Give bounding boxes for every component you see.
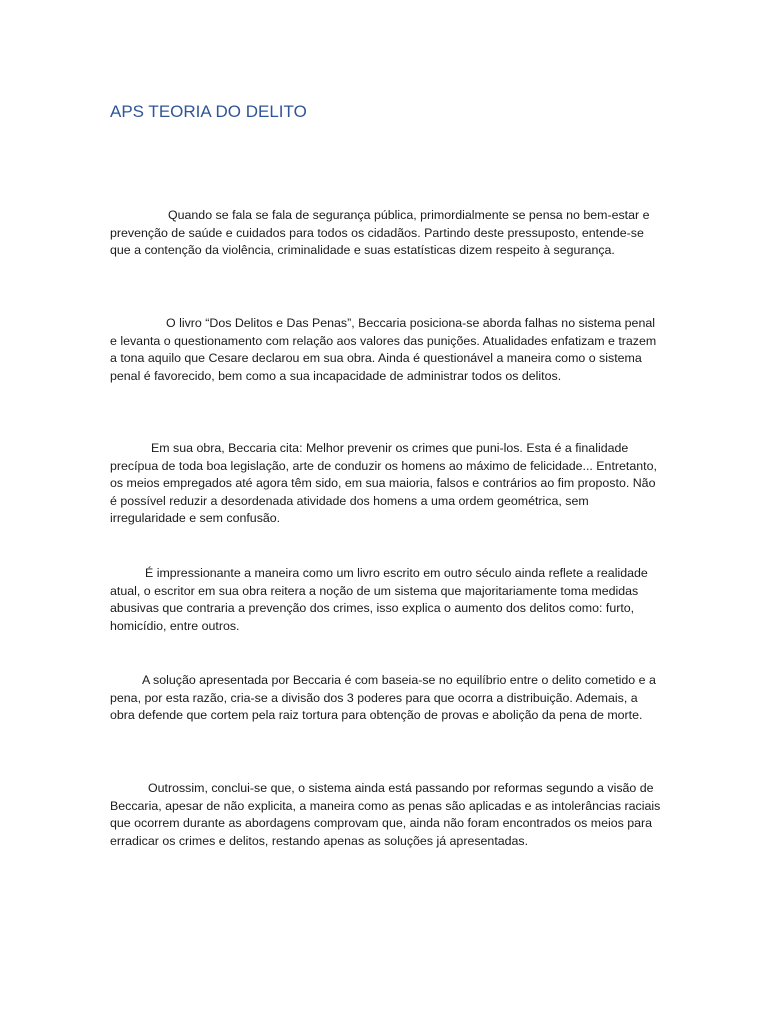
paragraph-solution: A solução apresentada por Beccaria é com baseia-se no equilíbrio entre o delito cometido e a pena, por esta razão, cria-se a divisão dos 3 poderes para que ocorra a distribuição. Ademais, a obra defende que cortem pela raiz tortura para obtenção de provas e abolição da pena de morte. <box>110 673 656 723</box>
paragraph-quote: Em sua obra, Beccaria cita: Melhor prevenir os crimes que puni-los. Esta é a finalidade precípua de toda boa legislação, arte de conduzir os homens ao máximo de felicidade... Entretanto, os meios empregados até agora têm sido, em sua maioria, falsos e contrários ao fim proposto. Não é possível reduzir a desordenada atividade dos homens a uma ordem geométrica, sem irregularidade e sem confusão. <box>110 441 657 526</box>
paragraph-intro: Quando se fala se fala de segurança pública, primordialmente se pensa no bem-estar e prevenção de saúde e cuidados para todos os cidadãos. Partindo deste pressuposto, entende-se que a contenção da violência, criminalidade e suas estatísticas dizem respeito à segurança. <box>110 208 650 258</box>
paragraph-book: O livro “Dos Delitos e Das Penas”, Beccaria posiciona-se aborda falhas no sistema penal e levanta o questionamento com relação aos valores das punições. Atualidades enfatizam e trazem a tona aquilo que Cesare declarou em sua obra. Ainda é questionável a maneira como o sistema penal é favorecido, bem como a sua incapacidade de administrar todos os delitos. <box>110 316 657 383</box>
paragraph-reflection: É impressionante a maneira como um livro escrito em outro século ainda reflete a realidade atual, o escritor em sua obra reitera a noção de um sistema que majoritariamente toma medidas abusivas que contraria a prevenção dos crimes, isso explica o aumento dos delitos como: furto, homicídio, entre outros. <box>110 566 648 633</box>
document-title: APS TEORIA DO DELITO <box>110 102 307 121</box>
paragraph-conclusion: Outrossim, conclui-se que, o sistema ainda está passando por reformas segundo a visão de Beccaria, apesar de não explicita, a maneira como as penas são aplicadas e as intolerâncias raciais que ocorrem durante as abordagens comprovam que, ainda não foram encontrados os meios para erradicar os crimes e delitos, restando apenas as soluções já apresentadas. <box>110 781 661 848</box>
